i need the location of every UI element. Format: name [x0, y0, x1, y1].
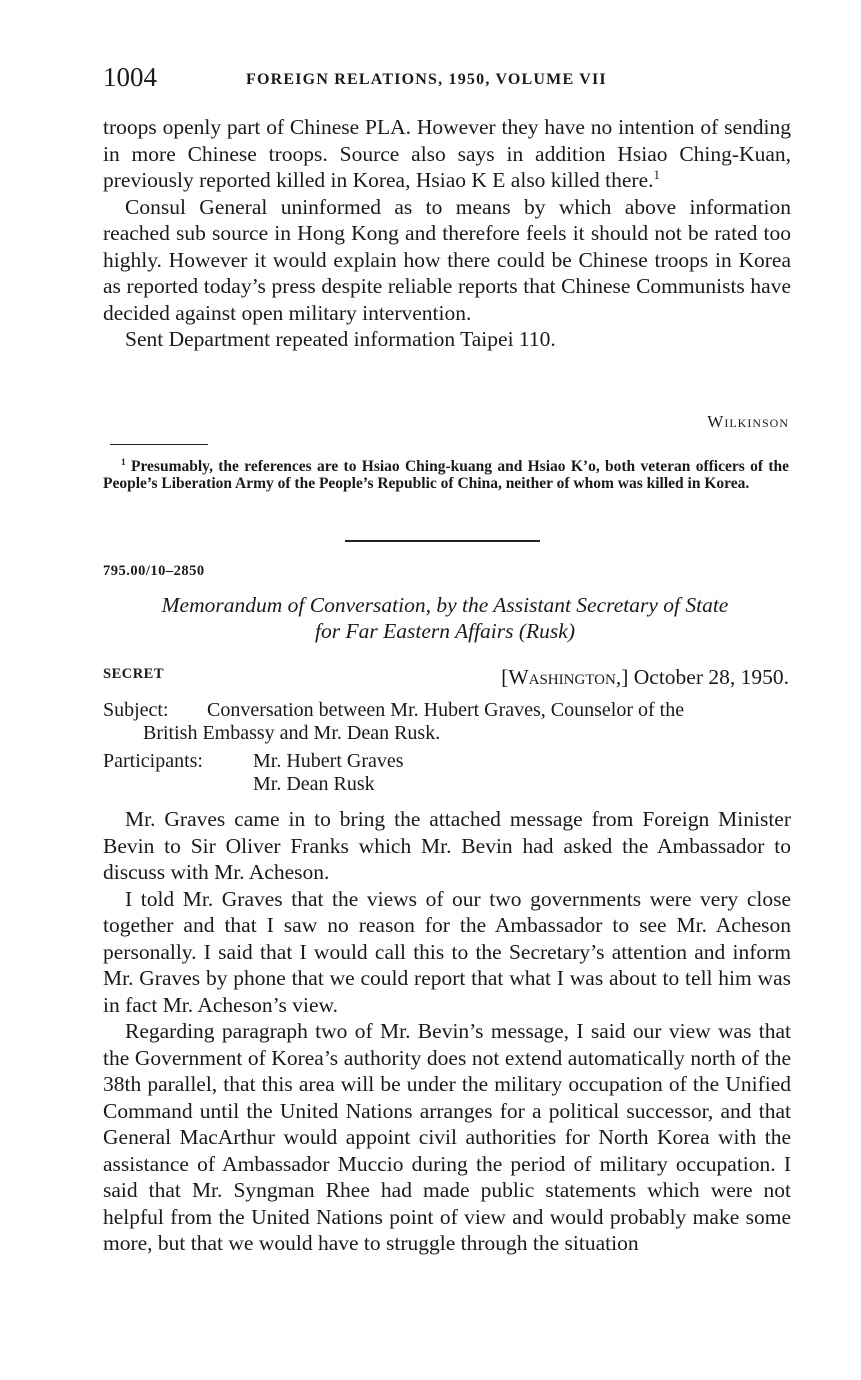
subject-label: Subject: — [103, 699, 169, 721]
subject — [103, 699, 793, 745]
paragraph: Consul General uninformed as to means by which above information reached sub source in Hong Kong and therefore feels it should not be rated too highly. However it would explain how there could be Chinese troops in Korea as reported today’s press despite reliable reports that Chinese Communists have decided against open military intervention. — [103, 194, 791, 325]
paragraph: I told Mr. Graves that the views of our two governments were very close together and that I saw no reason for the Ambassador to see Mr. Acheson personally. I said that I would call this to the Secretary’s attention and inform Mr. Graves by phone that we could report that what I was about to tell him was in fact Mr. Acheson’s view. — [103, 886, 791, 1017]
page-number: 1004 — [103, 62, 157, 92]
running-title: FOREIGN RELATIONS, 1950, VOLUME VII — [246, 71, 607, 88]
subject-text: British Embassy and Mr. Dean Rusk. — [143, 722, 441, 744]
participants-label: Participants: — [103, 750, 203, 772]
document-title — [100, 592, 790, 644]
footnote-marker: 1 — [121, 457, 126, 468]
footnote-text: Presumably, the references are to Hsiao Ching-kuang and Hsiao K’o, both veteran officers of the People’s Liberation Army of the People’s Republic of China, neither of whom was killed in Korea. — [103, 458, 789, 492]
title-line: for Far Eastern Affairs (Rusk) — [315, 619, 575, 643]
continuation-text — [103, 114, 791, 353]
participant: Mr. Dean Rusk — [253, 773, 375, 795]
page-header — [103, 62, 793, 96]
classification: SECRET — [103, 666, 165, 682]
memorandum-body — [103, 806, 791, 1257]
date: October 28, 1950. — [633, 665, 789, 689]
paragraph: Sent Department repeated information Taipei 110. — [125, 327, 556, 351]
signature: Wilkinson — [707, 412, 789, 431]
title-line: Memorandum of Conversation, by the Assistant Secretary of State — [161, 593, 729, 617]
footnote-ref: 1 — [653, 167, 660, 182]
subject-text: Conversation between Mr. Hubert Graves, Counselor of the — [207, 699, 685, 721]
dateline — [501, 665, 789, 690]
participant: Mr. Hubert Graves — [253, 750, 404, 772]
section-separator — [345, 540, 540, 542]
participants — [103, 750, 793, 796]
file-number: 795.00/10–2850 — [103, 563, 205, 579]
footnote — [103, 458, 789, 492]
paragraph: Mr. Graves came in to bring the attached message from Foreign Minister Bevin to Sir Oliver Franks which Mr. Bevin had asked the Ambassador to discuss with Mr. Acheson. — [103, 807, 791, 884]
footnote-rule — [110, 444, 208, 445]
paragraph: Regarding paragraph two of Mr. Bevin’s message, I said our view was that the Government of Korea’s authority does not extend automatically north of the 38th parallel, that this area will be under the military occupation of the Unified Command until the United Nations arranges for a political successor, and that General MacArthur would appoint civil authorities for North Korea with the assistance of Ambassador Muccio during the period of military occupation. I said that Mr. Syngman Rhee had made public statements which were not helpful from the United Nations point of view and would probably make some more, but that we would have to struggle through the situation — [103, 1019, 791, 1255]
place: [Washington,] — [501, 665, 629, 689]
paragraph: troops openly part of Chinese PLA. However they have no intention of sending in more Chinese troops. Source also says in addition Hsiao Ching-Kuan, previously reported killed in Korea, Hsiao K E also killed there.$^1$ — [103, 115, 791, 192]
